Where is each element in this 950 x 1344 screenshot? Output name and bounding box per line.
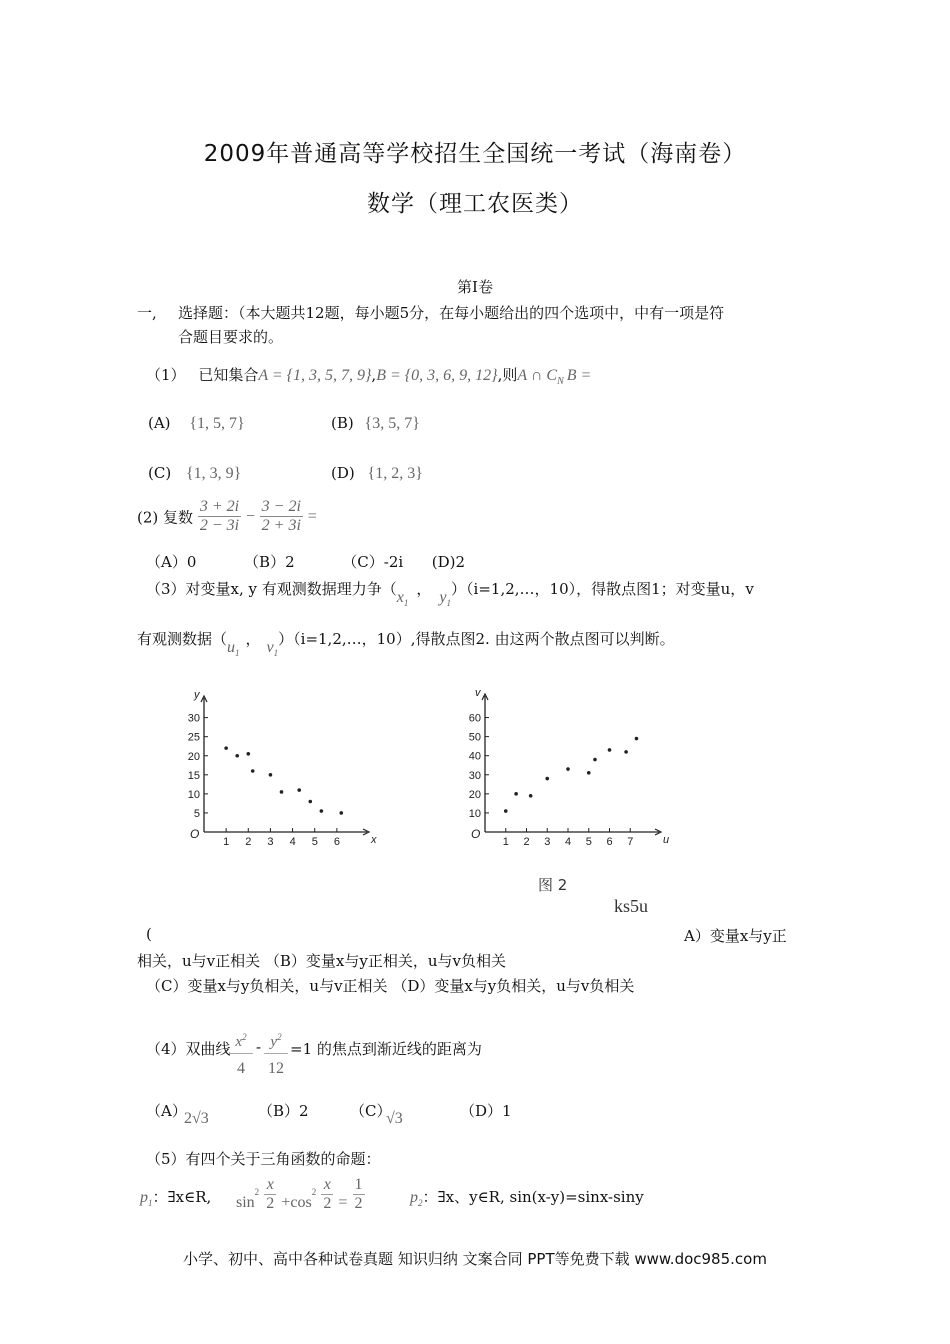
q3-option-c-d: （C）变量x与y负相关，u与v正相关 （D）变量x与y负相关，u与v负相关 bbox=[146, 977, 635, 995]
set-expression: A ∩ C bbox=[517, 367, 558, 384]
y-tick-label: 40 bbox=[468, 750, 481, 763]
x-tick-label: 5 bbox=[585, 836, 592, 848]
x-axis-label: x bbox=[371, 834, 377, 846]
p1-equation: $\sin^2$ $\frac{x}{2}$ $+\cos^2$ $\frac{x}{2}$ = $\frac{1}{2}$ bbox=[236, 1176, 363, 1213]
question-5-text: （5）有四个关于三角函数的命题： bbox=[146, 1150, 381, 1168]
question-text: 已知集合 bbox=[198, 366, 259, 384]
x-tick-label: 3 bbox=[544, 836, 551, 848]
question-1 bbox=[146, 364, 591, 387]
data-point bbox=[545, 777, 549, 781]
y-tick-label: 25 bbox=[187, 731, 200, 744]
x-tick-label: 1 bbox=[502, 836, 509, 848]
data-point bbox=[297, 788, 301, 792]
set-b: B = {0, 3, 6, 9, 12} bbox=[376, 367, 498, 384]
option-value: {3, 5, 7} bbox=[364, 415, 420, 432]
numerator: 3 − 2i bbox=[260, 498, 303, 517]
minus-sign: − bbox=[245, 507, 255, 525]
document-title: 2009年普通高等学校招生全国统一考试（海南卷） bbox=[203, 141, 747, 167]
data-point bbox=[224, 746, 228, 750]
x-tick-label: 2 bbox=[245, 836, 252, 848]
question-text: ）（i=1,2,…，10），得散点图1；对变量u，v bbox=[451, 580, 754, 598]
y-tick-label: 10 bbox=[187, 788, 200, 801]
data-point bbox=[635, 737, 639, 741]
x-axis-label: u bbox=[663, 834, 670, 846]
section-instructions-line2: 合题目要求的。 bbox=[178, 328, 284, 346]
data-point bbox=[320, 809, 324, 813]
data-point bbox=[504, 809, 508, 813]
y-tick-label: 30 bbox=[468, 769, 481, 782]
q1-option-b bbox=[331, 414, 420, 433]
data-point bbox=[269, 773, 273, 777]
option-value: {1, 3, 9} bbox=[185, 465, 242, 482]
question-4-text-a: （4）双曲线 bbox=[146, 1040, 231, 1058]
x-tick-label: 3 bbox=[267, 836, 274, 848]
option-value: {1, 5, 7} bbox=[189, 415, 245, 432]
subscript: N bbox=[557, 376, 564, 387]
proposition-p2: $p_2$：∃x、y∈R, sin(x-y)=sinx-siny bbox=[410, 1188, 644, 1208]
minus-sign: - bbox=[256, 1038, 262, 1056]
q3-option-a-b: 相关，u与v正相关 （B）变量x与y正相关，u与v负相关 bbox=[137, 952, 506, 970]
origin-label: O bbox=[471, 827, 481, 841]
y-tick-label: 5 bbox=[193, 807, 200, 820]
x-tick-label: 7 bbox=[627, 836, 634, 848]
y-tick-label: 30 bbox=[187, 712, 200, 725]
option-label: (D) bbox=[331, 464, 355, 482]
q3-option-open: ( bbox=[146, 925, 152, 943]
data-point bbox=[246, 752, 250, 756]
set-a: A = {1, 3, 5, 7, 9} bbox=[258, 367, 372, 384]
section-index: 一, bbox=[137, 304, 157, 322]
data-point bbox=[566, 767, 570, 771]
question-4-text-b: =1 的焦点到渐近线的距离为 bbox=[290, 1040, 482, 1058]
question-text: ,则 bbox=[497, 366, 518, 384]
x-tick-label: 1 bbox=[223, 836, 230, 848]
section-instructions-line1: 选择题：（本大题共12题，每小题5分，在每小题给出的四个选项中，中有一项是符 bbox=[178, 304, 725, 322]
option-label: (A) bbox=[148, 414, 171, 432]
data-point bbox=[339, 811, 343, 815]
volume-label: 第I卷 bbox=[457, 278, 493, 296]
question-text: (2) 复数 bbox=[137, 508, 194, 527]
figure-2-caption: 图 2 bbox=[538, 876, 568, 894]
option-value: {1, 2, 3} bbox=[367, 465, 423, 482]
x-tick-label: 2 bbox=[523, 836, 530, 848]
q4-option-c-value: √3 bbox=[386, 1110, 403, 1127]
q1-option-d bbox=[331, 464, 423, 483]
scatter-plot-2 bbox=[455, 680, 670, 855]
page-footer: 小学、初中、高中各种试卷真题 知识归纳 文案合同 PPT等免费下载 www.doc985.com bbox=[183, 1250, 767, 1268]
data-point bbox=[514, 792, 518, 796]
q2-options: （A）0 （B）2 （C）-2i (D)2 bbox=[146, 553, 466, 571]
fraction-1 bbox=[198, 498, 241, 536]
data-point bbox=[587, 771, 591, 775]
q1-option-a bbox=[148, 414, 245, 433]
denominator: 2 + 3i bbox=[261, 517, 301, 535]
q4-option-c-label: （C） bbox=[350, 1102, 392, 1120]
var-u: $u_1$ bbox=[227, 639, 240, 659]
q4-option-a-label: （A） bbox=[146, 1102, 187, 1120]
q4-option-b: （B）2 bbox=[258, 1102, 309, 1120]
y-tick-label: 10 bbox=[468, 807, 481, 820]
fraction-y2-over-12: $y^2$ 12 bbox=[264, 1032, 288, 1078]
equals-sign: = bbox=[307, 507, 317, 525]
question-number: （1） bbox=[146, 366, 186, 384]
y-tick-label: 50 bbox=[468, 731, 481, 744]
set-expression-end: B = bbox=[566, 367, 592, 384]
numerator: 3 + 2i bbox=[198, 498, 241, 517]
q1-option-c bbox=[148, 464, 241, 483]
data-point bbox=[235, 754, 239, 758]
data-point bbox=[624, 750, 628, 754]
data-point bbox=[251, 769, 255, 773]
data-point bbox=[280, 790, 284, 794]
separator: , bbox=[371, 366, 377, 384]
option-label: (B) bbox=[331, 414, 354, 432]
y-axis-label: y bbox=[194, 689, 200, 701]
y-tick-label: 60 bbox=[468, 712, 481, 725]
denominator: 2 − 3i bbox=[199, 517, 240, 535]
document-subtitle: 数学（理工农医类） bbox=[367, 191, 583, 217]
data-point bbox=[529, 794, 533, 798]
var-y: $y_1$ bbox=[439, 589, 452, 609]
origin-label: O bbox=[190, 827, 200, 841]
question-3-line2: 有观测数据（$u_1$， $v_1)(i=1,2,\dots$，10）,得散点图2. 由这两个散点图可以判断。 bbox=[137, 630, 675, 659]
q4-option-d: （D）1 bbox=[460, 1102, 512, 1120]
q3-option-a: A）变量x与y正 bbox=[684, 927, 787, 945]
q4-option-a-value: 2√3 bbox=[184, 1110, 209, 1127]
question-text: （3）对变量x, y 有观测数据理力争（ bbox=[146, 580, 397, 598]
question-2 bbox=[137, 498, 317, 536]
fraction-x2-over-4: $x^2$ 4 bbox=[229, 1032, 253, 1078]
scatter-plot-1 bbox=[180, 680, 377, 855]
y-axis-label: v bbox=[475, 687, 481, 699]
y-tick-label: 20 bbox=[187, 750, 200, 763]
x-tick-label: 5 bbox=[311, 836, 318, 848]
y-tick-label: 20 bbox=[468, 788, 481, 801]
x-tick-label: 4 bbox=[289, 836, 296, 848]
question-text: ）（i=1,2,…，10）,得散点图2. 由这两个散点图可以判断。 bbox=[278, 630, 675, 648]
question-text: 有观测数据（ bbox=[137, 630, 228, 648]
x-tick-label: 4 bbox=[565, 836, 572, 848]
fraction-2 bbox=[260, 498, 303, 536]
question-3-line1: （3）对变量x, y 有观测数据理力争（$x_1$， $y_1)(i=1,2,\dots$，10），得散点图1；对变量u，v bbox=[146, 580, 754, 609]
watermark: ks5u bbox=[614, 896, 649, 916]
x-tick-label: 6 bbox=[333, 836, 340, 848]
x-tick-label: 6 bbox=[606, 836, 613, 848]
data-point bbox=[608, 748, 612, 752]
data-point bbox=[308, 800, 312, 804]
proposition-p1: $p_1$：∃x∈R, bbox=[140, 1188, 212, 1208]
option-label: (C) bbox=[148, 464, 172, 482]
var-x: $x_1$ bbox=[396, 589, 409, 609]
data-point bbox=[593, 758, 597, 762]
y-tick-label: 15 bbox=[187, 769, 200, 782]
var-v: $v_1$ bbox=[266, 639, 279, 659]
